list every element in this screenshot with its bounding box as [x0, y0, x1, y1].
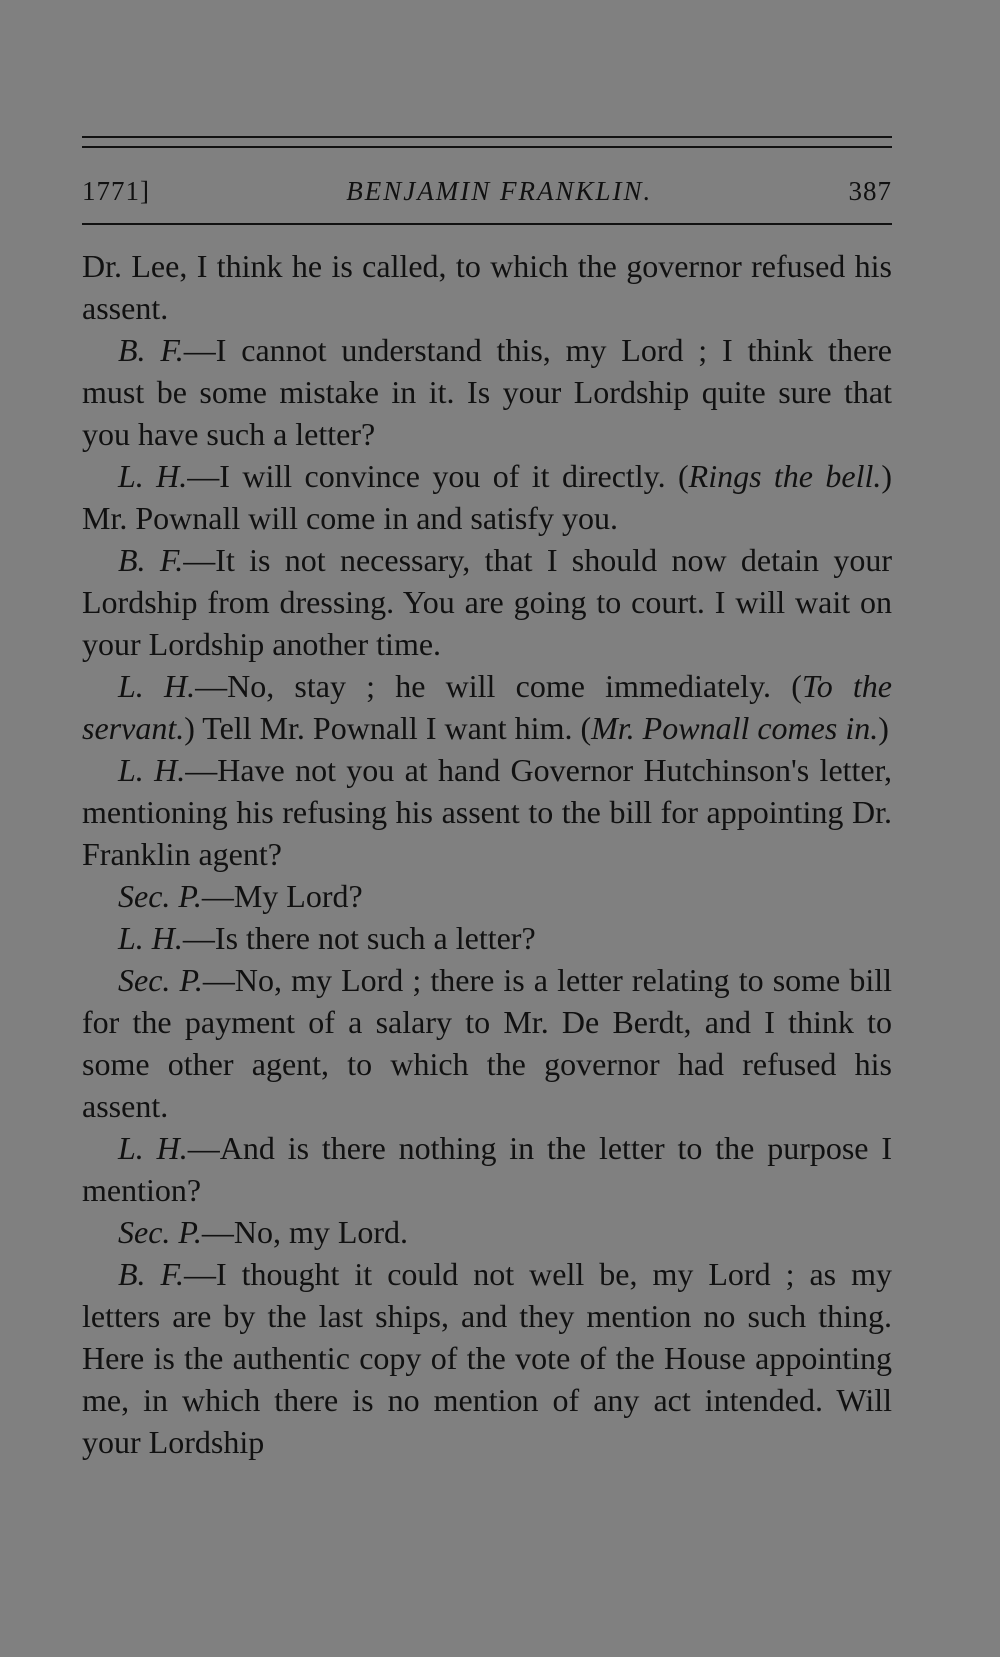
italic-text: L. H. [118, 668, 196, 704]
italic-text: Mr. Pownall comes in. [591, 710, 879, 746]
italic-text: Sec. P. [118, 1214, 202, 1250]
page-number: 387 [848, 176, 892, 206]
paragraph [82, 455, 892, 539]
text-run: —My Lord? [201, 878, 363, 914]
italic-text: L. H. [118, 1130, 188, 1166]
paragraph [82, 917, 892, 959]
paragraph [82, 539, 892, 665]
book-page [82, 136, 892, 1463]
text-run: —No, my Lord. [201, 1214, 409, 1250]
italic-text: L. H. [118, 458, 188, 494]
text-run: —No, my Lord ; there is a letter relating to some bill for the payment of a salary to Mr. De Berdt, and I think to some other agent, to which the governor had refused his assent. [82, 962, 893, 1124]
text-run: —And is there nothing in the letter to the purpose I mention? [82, 1130, 893, 1208]
running-head [82, 176, 892, 207]
header-year: 1771] [82, 176, 150, 206]
text-run: ) Mr. Pownall will come in and satisfy you. [82, 458, 893, 536]
italic-text: L. H. [118, 920, 183, 956]
italic-text: Sec. P. [118, 878, 202, 914]
paragraph [82, 1211, 892, 1253]
paragraph [82, 749, 892, 875]
italic-text: B. F. [118, 542, 184, 578]
italic-text: Rings the bell. [688, 458, 882, 494]
header-double-rule [82, 136, 892, 148]
paragraph [82, 1253, 892, 1463]
text-run: —It is not necessary, that I should now detain your Lordship from dressing. You are going to court. I will wait on your Lordship another time. [82, 542, 893, 662]
header-rule [82, 223, 892, 225]
header-title: BENJAMIN FRANKLIN. [346, 176, 653, 206]
text-run: —I thought it could not well be, my Lord ; as my letters are by the last ships, and they mention no such thing. Here is the authentic copy of the vote of the House appointing me, in which there is no mention of any act intended. Will your Lordship [82, 1256, 892, 1460]
paragraph [82, 875, 892, 917]
paragraph [82, 665, 892, 749]
body-text [82, 245, 892, 1463]
italic-text: Sec. P. [118, 962, 203, 998]
italic-text: L. H. [118, 752, 186, 788]
text-run: —I will convince you of it directly. ( [187, 458, 689, 494]
paragraph [82, 1127, 892, 1211]
italic-text: B. F. [118, 1256, 184, 1292]
text-run: ) [878, 710, 889, 746]
text-run: —No, stay ; he will come immediately. ( [195, 668, 802, 704]
text-run: ) Tell Mr. Pownall I want him. ( [184, 710, 592, 746]
text-run: —Is there not such a letter? [182, 920, 536, 956]
paragraph [82, 959, 892, 1127]
text-run: Dr. Lee, I think he is called, to which the governor refused his assent. [82, 248, 892, 326]
italic-text: B. F. [118, 332, 184, 368]
text-run: —I cannot understand this, my Lord ; I think there must be some mistake in it. Is your Lordship quite sure that you have such a letter? [82, 332, 893, 452]
text-run: —Have not you at hand Governor Hutchinson's letter, mentioning his refusing his assent to the bill for appointing Dr. Franklin agent? [82, 752, 893, 872]
paragraph [82, 245, 892, 329]
italic-text: To the servant. [82, 668, 893, 746]
paragraph [82, 329, 892, 455]
